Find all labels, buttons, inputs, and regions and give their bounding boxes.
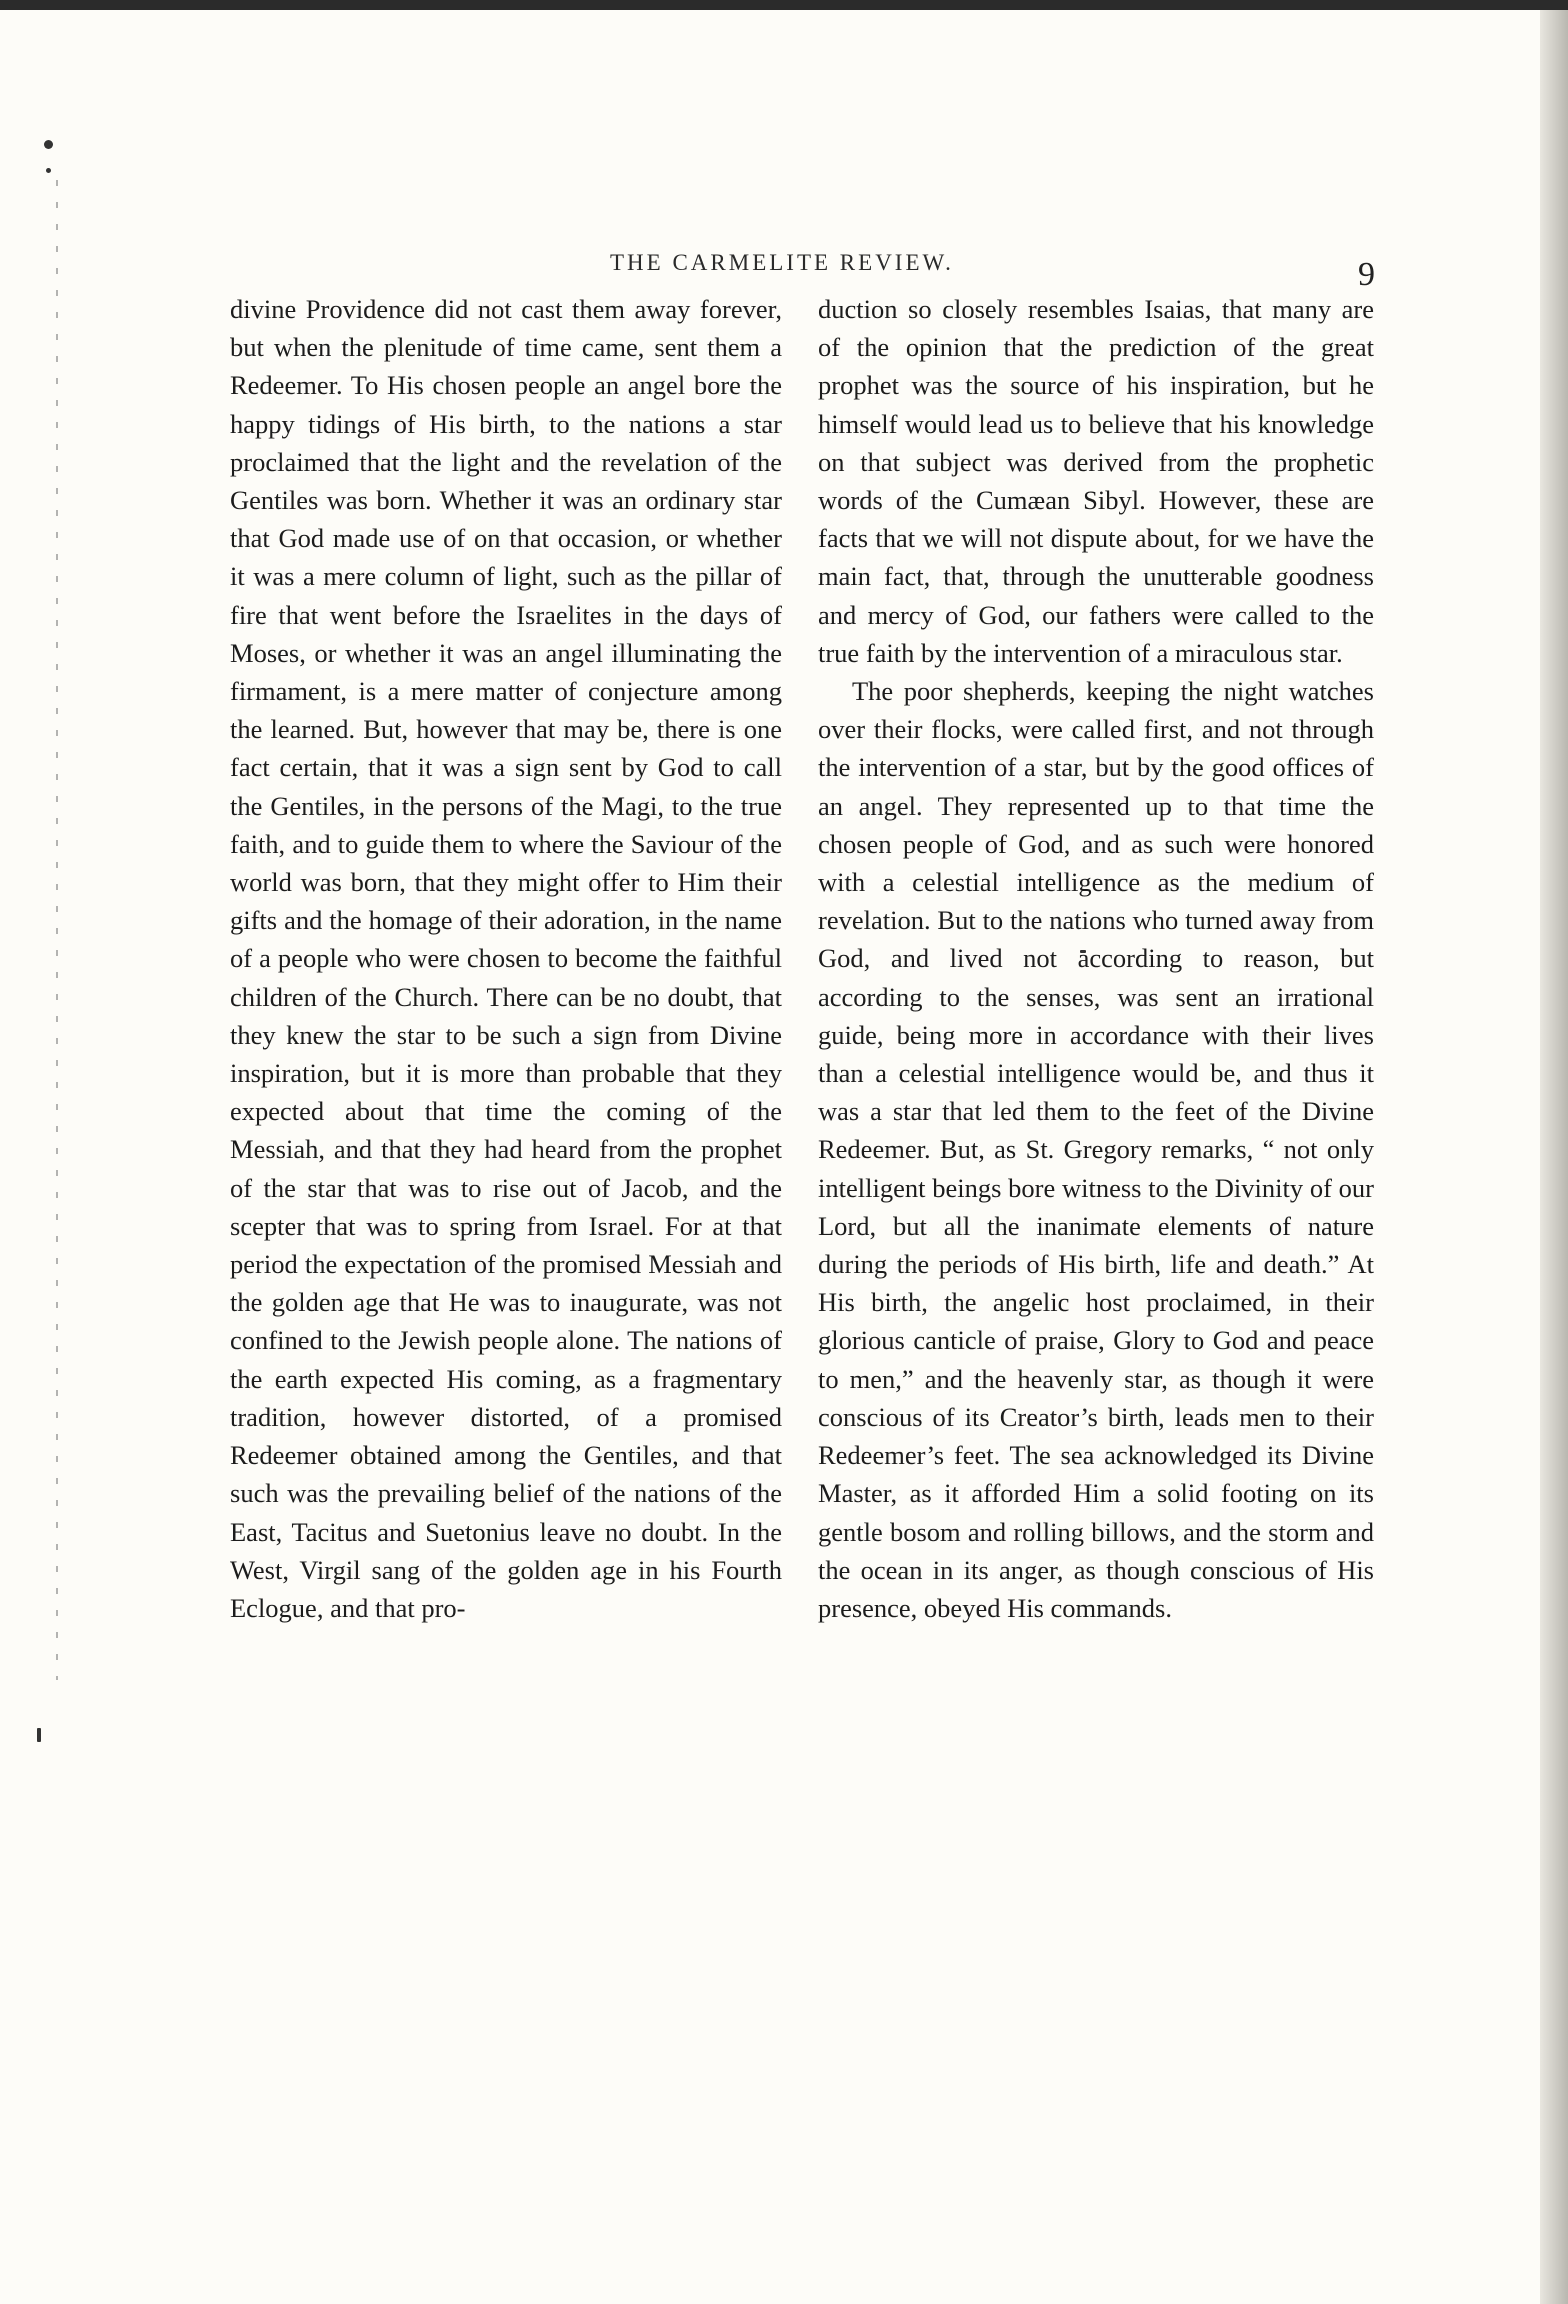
- right-column: [818, 290, 1374, 1627]
- page-edge: [1540, 10, 1568, 2304]
- running-title: THE CARMELITE REVIEW.: [610, 250, 954, 275]
- left-column: [230, 290, 782, 1627]
- gutter-mark: [46, 168, 51, 173]
- gutter-mark: [37, 1728, 41, 1742]
- paragraph: duction so closely resembles Isaias, that many are of the opinion that the prediction of the great prophet was the source of his inspiration, but he himself would lead us to believe that his knowledge on that subject was derived from the prophetic words of the Cumæan Sibyl. However, these are facts that we will not dispute about, for we have the main fact, that, through the unutterable goodness and mercy of God, our fathers were called to the true faith by the intervention of a miraculous star.: [818, 294, 1374, 668]
- binding-gutter: [56, 180, 58, 1680]
- paragraph: The poor shepherds, keeping the night watches over their flocks, were called first, and not through the intervention of a star, but by the good offices of an angel. They represented up to that time the chosen people of God, and as such were honored with a celestial intelligence as the medium of revelation. But to the nations who turned away from God, and lived not according to reason, but according to the senses, was sent an irrational guide, being more in accordance with their lives than a celestial intelligence would be, and thus it was a star that led them to the feet of the Divine Redeemer. But, as St. Gregory remarks, “ not only intelligent beings bore witness to the Divinity of our Lord, but all the inanimate elements of nature during the periods of His birth, life and death.” At His birth, the angelic host proclaimed, in their glorious canticle of praise, Glory to God and peace to men,” and the heavenly star, as though it were conscious of its Creator’s birth, leads men to their Redeemer’s feet. The sea acknowledged its Divine Master, as it afforded Him a solid footing on its gentle bosom and rolling billows, and the storm and the ocean in its anger, as though conscious of His presence, obeyed His commands.: [818, 676, 1374, 1623]
- scan-top-border: [0, 0, 1568, 10]
- page-number: 9: [1358, 256, 1375, 293]
- paragraph: divine Providence did not cast them away forever, but when the plenitude of time came, sent them a Redeemer. To His chosen people an angel bore the happy tidings of His birth, to the nations a star proclaimed that the light and the revelation of the Gentiles was born. Whether it was an ordinary star that God made use of on that occasion, or whether it was a mere column of light, such as the pillar of fire that went before the Israelites in the days of Moses, or whether it was an angel illuminating the firmament, is a mere matter of conjecture among the learned. But, however that may be, there is one fact certain, that it was a sign sent by God to call the Gentiles, in the persons of the Magi, to the true faith, and to guide them to where the Saviour of the world was born, that they might offer to Him their gifts and the homage of their adoration, in the name of a people who were chosen to become the faithful children of the Church. There can be no doubt, that they knew the star to be such a sign from Divine inspiration, but it is more than probable that they expected about that time the coming of the Messiah, and that they had heard from the prophet of the star that was to rise out of Jacob, and the scepter that was to spring from Israel. For at that period the expectation of the promised Messiah and the golden age that He was to inaugurate, was not confined to the Jewish people alone. The nations of the earth expected His coming, as a fragmentary tradition, however distorted, of a promised Redeemer obtained among the Gentiles, and that such was the prevailing belief of the nations of the East, Tacitus and Suetonius leave no doubt. In the West, Virgil sang of the golden age in his Fourth Eclogue, and that pro-: [230, 294, 782, 1623]
- gutter-mark: [44, 140, 53, 149]
